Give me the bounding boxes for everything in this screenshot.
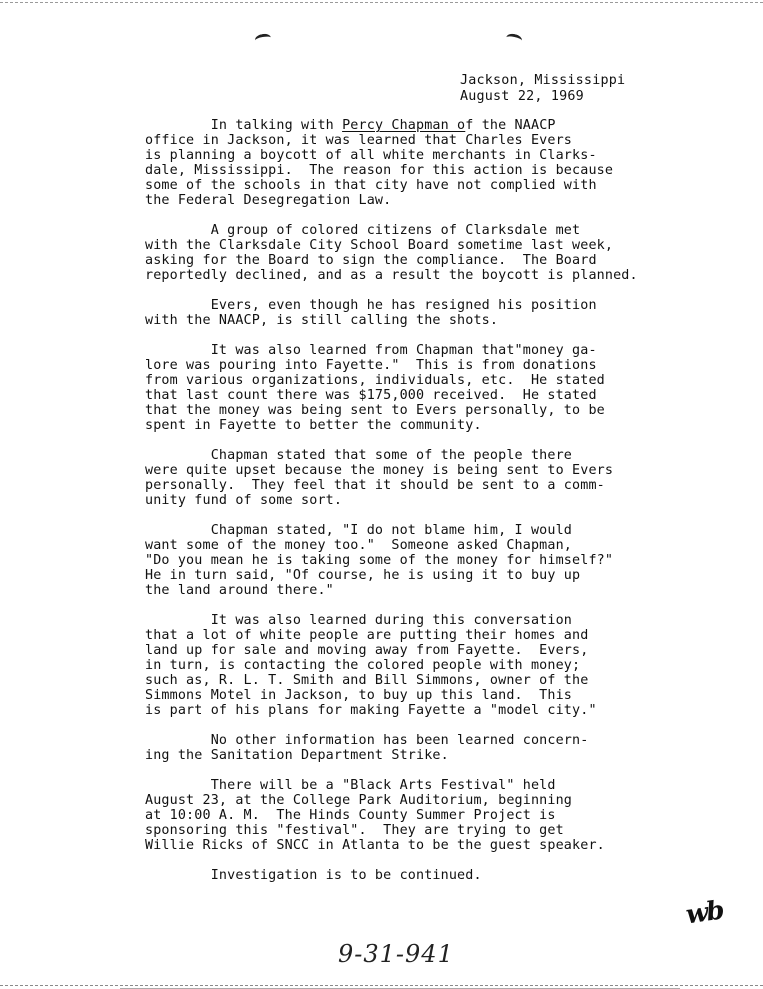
staple-mark-right <box>505 32 523 45</box>
paragraph-10: Investigation is to be continued. <box>145 868 482 883</box>
staple-mark-left <box>254 33 271 46</box>
handwritten-file-number: 9-31-941 <box>338 940 454 968</box>
paragraph-9: There will be a "Black Arts Festival" held August 23, at the College Park Auditorium, beginning at 10:00 A. M. The Hinds County Summer Project is sponsoring this "festival". They are trying to get Willie Ricks of SNCC in Atlanta to be the guest speaker. <box>145 778 605 853</box>
scan-top-edge <box>0 2 763 3</box>
handwritten-initials: wb <box>684 895 725 931</box>
underlined-name: Percy Chapman o <box>342 118 466 133</box>
date: August 22, 1969 <box>460 89 584 104</box>
paragraph-7: It was also learned during this conversation that a lot of white people are putting their homes and land up for sale and moving away from Fayette. Evers, in turn, is contacting the colored people with money; such as, R. L. T. Smith and Bill Simmons, owner of the Simmons Motel in Jackson, to buy up this land. This is part of his plans for making Fayette a "model city." <box>145 613 597 718</box>
paragraph-4: It was also learned from Chapman that"money ga- lore was pouring into Fayette." This is from donations from various organizations, individuals, etc. He stated that last count there was $175,000 received. He stated that the money was being sent to Evers personally, to be spent in Fayette to better the community. <box>145 343 605 433</box>
paragraph-8: No other information has been learned concern- ing the Sanitation Department Strike. <box>145 733 589 763</box>
paragraph-6: Chapman stated, "I do not blame him, I would want some of the money too." Someone asked Chapman, "Do you mean he is taking some of the money for himself?" He in turn said, "Of course, he is using it to buy up the land around there." <box>145 523 614 598</box>
dateline <box>460 73 625 105</box>
paragraph-1-rest: f the NAACP office in Jackson, it was learned that Charles Evers is planning a boycott of all white merchants in Clarks- dale, Mississippi. The reason for this action is because some of the schools in that city have not complied with the Federal Desegregation Law. <box>145 118 614 208</box>
scan-bottom-edge <box>0 985 763 986</box>
memo-body <box>145 118 705 898</box>
paragraph-3: Evers, even though he has resigned his position with the NAACP, is still calling the shots. <box>145 298 597 328</box>
paragraph-1-intro: In talking with <box>145 118 343 133</box>
paragraph-2: A group of colored citizens of Clarksdale met with the Clarksdale City School Board sometime last week, asking for the Board to sign the compliance. The Board reportedly declined, and as a result the boycott is planned. <box>145 223 638 283</box>
paragraph-1 <box>145 118 705 208</box>
paragraph-5: Chapman stated that some of the people there were quite upset because the money is being sent to Evers personally. They feel that it should be sent to a comm- unity fund of some sort. <box>145 448 614 508</box>
place: Jackson, Mississippi <box>460 73 626 88</box>
